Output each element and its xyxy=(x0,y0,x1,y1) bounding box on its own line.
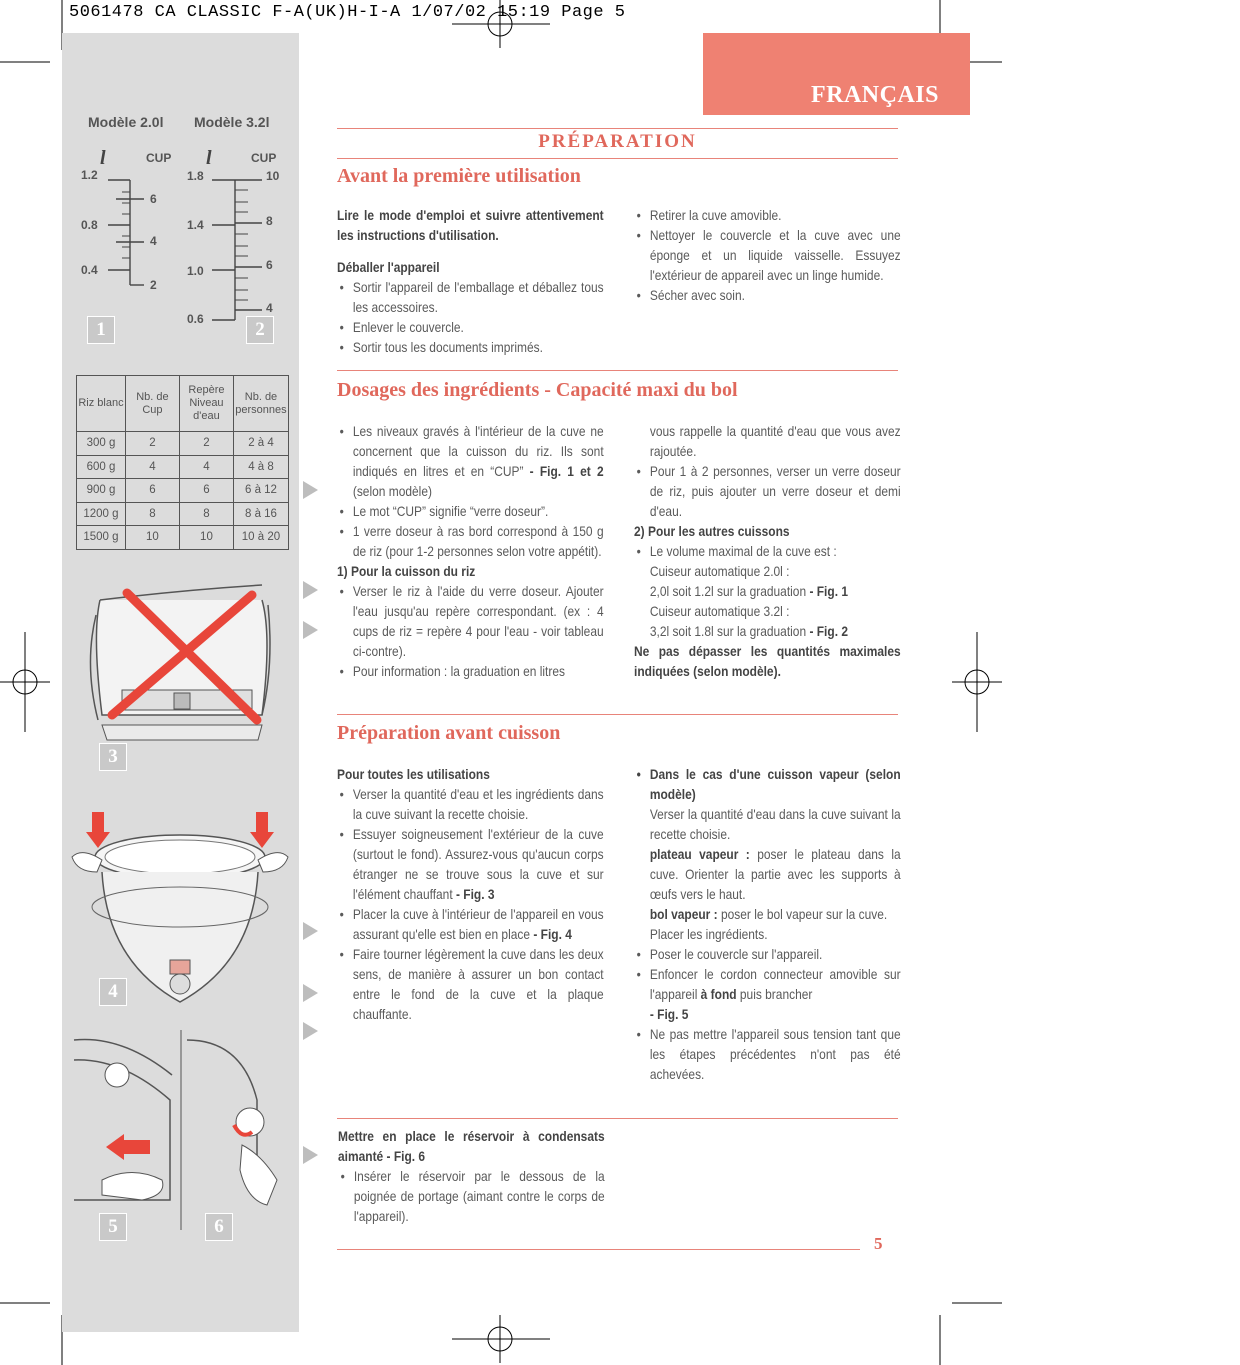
s2-right-column xyxy=(634,422,901,682)
table-cell: 2 xyxy=(179,432,233,456)
fig-5-label: 5 xyxy=(99,1213,127,1241)
page-number: 5 xyxy=(874,1234,883,1253)
table-cell: 8 xyxy=(179,502,233,526)
list-item: • Le volume maximal de la cuve est : xyxy=(634,542,901,562)
table-cell: 10 à 20 xyxy=(233,526,288,550)
s2-warning: Ne pas dépasser les quantités maximales indiquées (selon modèle). xyxy=(634,644,901,679)
s2-continued: vous rappelle la quantité d'eau que vous avez rajoutée. xyxy=(649,424,901,459)
margin-arrow xyxy=(303,481,318,499)
s3-steam-text: bol vapeur : poser le bol vapeur sur la cuve. xyxy=(649,907,888,922)
s2-left-column xyxy=(337,422,604,682)
gauge-right-litre-1: 1.8 xyxy=(187,169,204,183)
list-item: • Retirer la cuve amovible. xyxy=(634,206,901,226)
language-label: FRANÇAIS xyxy=(810,82,939,108)
list-item: • Sortir tous les documents imprimés. xyxy=(337,338,604,358)
gauge-right-cup-4: 4 xyxy=(266,301,273,315)
table-header: Riz blanc xyxy=(77,376,126,432)
list-item: • Insérer le réservoir par le dessous de la poignée de portage (aimant contre le corps de l'appareil). xyxy=(338,1167,605,1227)
s2-capacity-line: Cuiseur automatique 3.2l : xyxy=(649,604,790,619)
s1-subheading: Déballer l'appareil xyxy=(337,260,440,275)
table-header: Repère Niveau d'eau xyxy=(179,376,233,432)
fig-4-label: 4 xyxy=(99,978,127,1006)
table-cell: 4 à 8 xyxy=(233,455,288,479)
table-cell: 300 g xyxy=(77,432,126,456)
table-cell: 600 g xyxy=(77,455,126,479)
gauge-scales xyxy=(62,170,299,330)
table-row xyxy=(77,479,289,503)
fig-5-6-illustration xyxy=(62,1030,299,1230)
gauge-left-cup-1: 6 xyxy=(150,192,157,206)
print-header: 5061478 CA CLASSIC F-A(UK)H-I-A 1/07/02 15:19 Page 5 xyxy=(69,3,626,22)
gauge-left-unit-l: l xyxy=(100,147,106,169)
list-item: • 1 verre doseur à ras bord correspond à 150 g de riz (pour 1-2 personnes selon votre appétit). xyxy=(337,522,604,562)
gauge-right-litre-2: 1.4 xyxy=(187,218,204,232)
table-cell: 10 xyxy=(125,526,179,550)
list-item: • Poser le couvercle sur l'appareil. xyxy=(634,945,901,965)
s3-steam-text: Verser la quantité d'eau dans la cuve suivant la recette choisie. xyxy=(649,807,901,842)
list-item: • Nettoyer le couvercle et la cuve avec une éponge et un liquide vaisselle. Essuyez l'extérieur de appareil avec un linge humide. xyxy=(634,226,901,286)
s3-subheading: Pour toutes les utilisations xyxy=(337,767,490,782)
rule xyxy=(337,714,898,715)
gauge-right-litre-4: 0.6 xyxy=(187,312,204,326)
gauge-left-unit-cup: CUP xyxy=(146,151,172,165)
fig-3-illustration xyxy=(62,575,299,750)
list-item: • Pour 1 à 2 personnes, verser un verre doseur de riz, puis ajouter un verre doseur et demi d'eau. xyxy=(634,462,901,522)
margin-arrow xyxy=(303,621,318,639)
margin-arrow xyxy=(303,1146,318,1164)
table-cell: 1200 g xyxy=(77,502,126,526)
margin-arrow xyxy=(303,581,318,599)
gauge-right-cup-2: 8 xyxy=(266,214,273,228)
table-cell: 2 xyxy=(125,432,179,456)
list-item: • Dans le cas d'une cuisson vapeur (selon modèle) xyxy=(634,765,901,805)
gauge-right-unit-cup: CUP xyxy=(251,151,277,165)
list-item: • Pour information : la graduation en litres xyxy=(337,662,604,682)
table-row xyxy=(77,455,289,479)
heading-dosages: Dosages des ingrédients - Capacité maxi du bol xyxy=(337,379,738,401)
table-row xyxy=(77,526,289,550)
fig-3-label: 3 xyxy=(99,743,127,771)
list-item: • Sortir l'appareil de l'emballage et déballez tous les accessoires. xyxy=(337,278,604,318)
gauge-left-cup-3: 2 xyxy=(150,278,157,292)
s1-right-column xyxy=(634,206,901,306)
list-item: • Enfoncer le cordon connecteur amovible sur l'appareil à fond puis brancher - Fig. 5 xyxy=(634,965,901,1025)
s3-right-column xyxy=(634,765,901,1085)
list-item: • Essuyer soigneusement l'extérieur de la cuve (surtout le fond). Assurez-vous qu'aucun corps étranger ne se trouve sous la cuve et sur l'élément chauffant - Fig. 3 xyxy=(337,825,604,905)
s3-left-column xyxy=(337,765,604,1025)
gauge-left-litre-3: 0.4 xyxy=(81,263,98,277)
list-item: • Sécher avec soin. xyxy=(634,286,901,306)
s1-left-column xyxy=(337,206,604,358)
rule xyxy=(337,370,898,371)
table-cell: 4 xyxy=(125,455,179,479)
heading-preparation: Préparation avant cuisson xyxy=(337,722,561,744)
s2-capacity-line: Cuiseur automatique 2.0l : xyxy=(649,564,790,579)
s1-intro: Lire le mode d'emploi et suivre attentivement les instructions d'utilisation. xyxy=(337,208,604,243)
gauge-right-litre-3: 1.0 xyxy=(187,264,204,278)
s2-capacity-line: 2,0l soit 1.2l sur la graduation - Fig. 1 xyxy=(649,584,848,599)
table-cell: 10 xyxy=(179,526,233,550)
s4-column xyxy=(338,1127,605,1227)
rule xyxy=(337,158,898,159)
gauge-left-litre-1: 1.2 xyxy=(81,168,98,182)
gauge-right-title: Modèle 3.2l xyxy=(194,114,270,130)
table-cell: 6 xyxy=(179,479,233,503)
list-item: • Le mot “CUP” signifie “verre doseur”. xyxy=(337,502,604,522)
gauge-left-title: Modèle 2.0l xyxy=(88,114,164,130)
list-item: • Les niveaux gravés à l'intérieur de la cuve ne concernent que la cuisson du riz. Ils sont indiqués en litres et en “CUP” - Fig. 1 et 2 (selon modèle) xyxy=(337,422,604,502)
gauge-right-unit-l: l xyxy=(206,147,212,169)
list-item: • Verser la quantité d'eau et les ingrédients dans la cuve suivant la recette choisie. xyxy=(337,785,604,825)
list-item: • Faire tourner légèrement la cuve dans les deux sens, de manière à assurer un bon contact entre le fond de la cuve et la plaque chauffante. xyxy=(337,945,604,1025)
gauge-right-cup-3: 6 xyxy=(266,258,273,272)
gauge-left-cup-2: 4 xyxy=(150,234,157,248)
table-cell: 8 à 16 xyxy=(233,502,288,526)
table-header: Nb. de personnes xyxy=(233,376,288,432)
fig-2-label: 2 xyxy=(246,316,274,344)
table-row xyxy=(77,432,289,456)
table-cell: 8 xyxy=(125,502,179,526)
table-cell: 1500 g xyxy=(77,526,126,550)
heading-first-use: Avant la première utilisation xyxy=(337,165,581,187)
margin-arrow xyxy=(303,984,318,1002)
s2-subheading-rice: 1) Pour la cuisson du riz xyxy=(337,564,476,579)
fig-4-illustration xyxy=(62,812,299,1012)
section-title: PRÉPARATION xyxy=(538,131,697,152)
fig-6-label: 6 xyxy=(205,1213,233,1241)
table-row xyxy=(77,502,289,526)
list-item: • Placer la cuve à l'intérieur de l'appareil en vous assurant qu'elle est bien en place - Fig. 4 xyxy=(337,905,604,945)
s4-heading: Mettre en place le réservoir à condensats aimanté - Fig. 6 xyxy=(338,1129,605,1164)
fig-1-label: 1 xyxy=(87,316,115,344)
footer-rule xyxy=(337,1249,860,1250)
margin-arrow xyxy=(303,922,318,940)
rule xyxy=(337,128,898,129)
s3-steam-text: Placer les ingrédients. xyxy=(649,927,768,942)
rice-table xyxy=(76,375,289,550)
s3-steam-text: plateau vapeur : poser le plateau dans la cuve. Orienter la partie avec les supports à œufs vers le haut. xyxy=(649,847,901,902)
list-item: • Enlever le couvercle. xyxy=(337,318,604,338)
list-item: • Verser le riz à l'aide du verre doseur. Ajouter l'eau jusqu'au repère correspondant. (ex : 4 cups de riz = repère 4 pour l'eau - voir tableau ci-contre). xyxy=(337,582,604,662)
list-item: • Ne pas mettre l'appareil sous tension tant que les étapes précédentes n'ont pas été achevées. xyxy=(634,1025,901,1085)
s2-subheading-other: 2) Pour les autres cuissons xyxy=(634,524,790,539)
table-cell: 900 g xyxy=(77,479,126,503)
table-cell: 2 à 4 xyxy=(233,432,288,456)
rule xyxy=(337,1118,898,1119)
table-cell: 6 à 12 xyxy=(233,479,288,503)
table-cell: 4 xyxy=(179,455,233,479)
gauge-right-cup-1: 10 xyxy=(266,169,280,183)
table-header: Nb. de Cup xyxy=(125,376,179,432)
margin-arrow xyxy=(303,1022,318,1040)
s2-capacity-line: 3,2l soit 1.8l sur la graduation - Fig. 2 xyxy=(649,624,848,639)
table-cell: 6 xyxy=(125,479,179,503)
gauge-left-litre-2: 0.8 xyxy=(81,218,98,232)
